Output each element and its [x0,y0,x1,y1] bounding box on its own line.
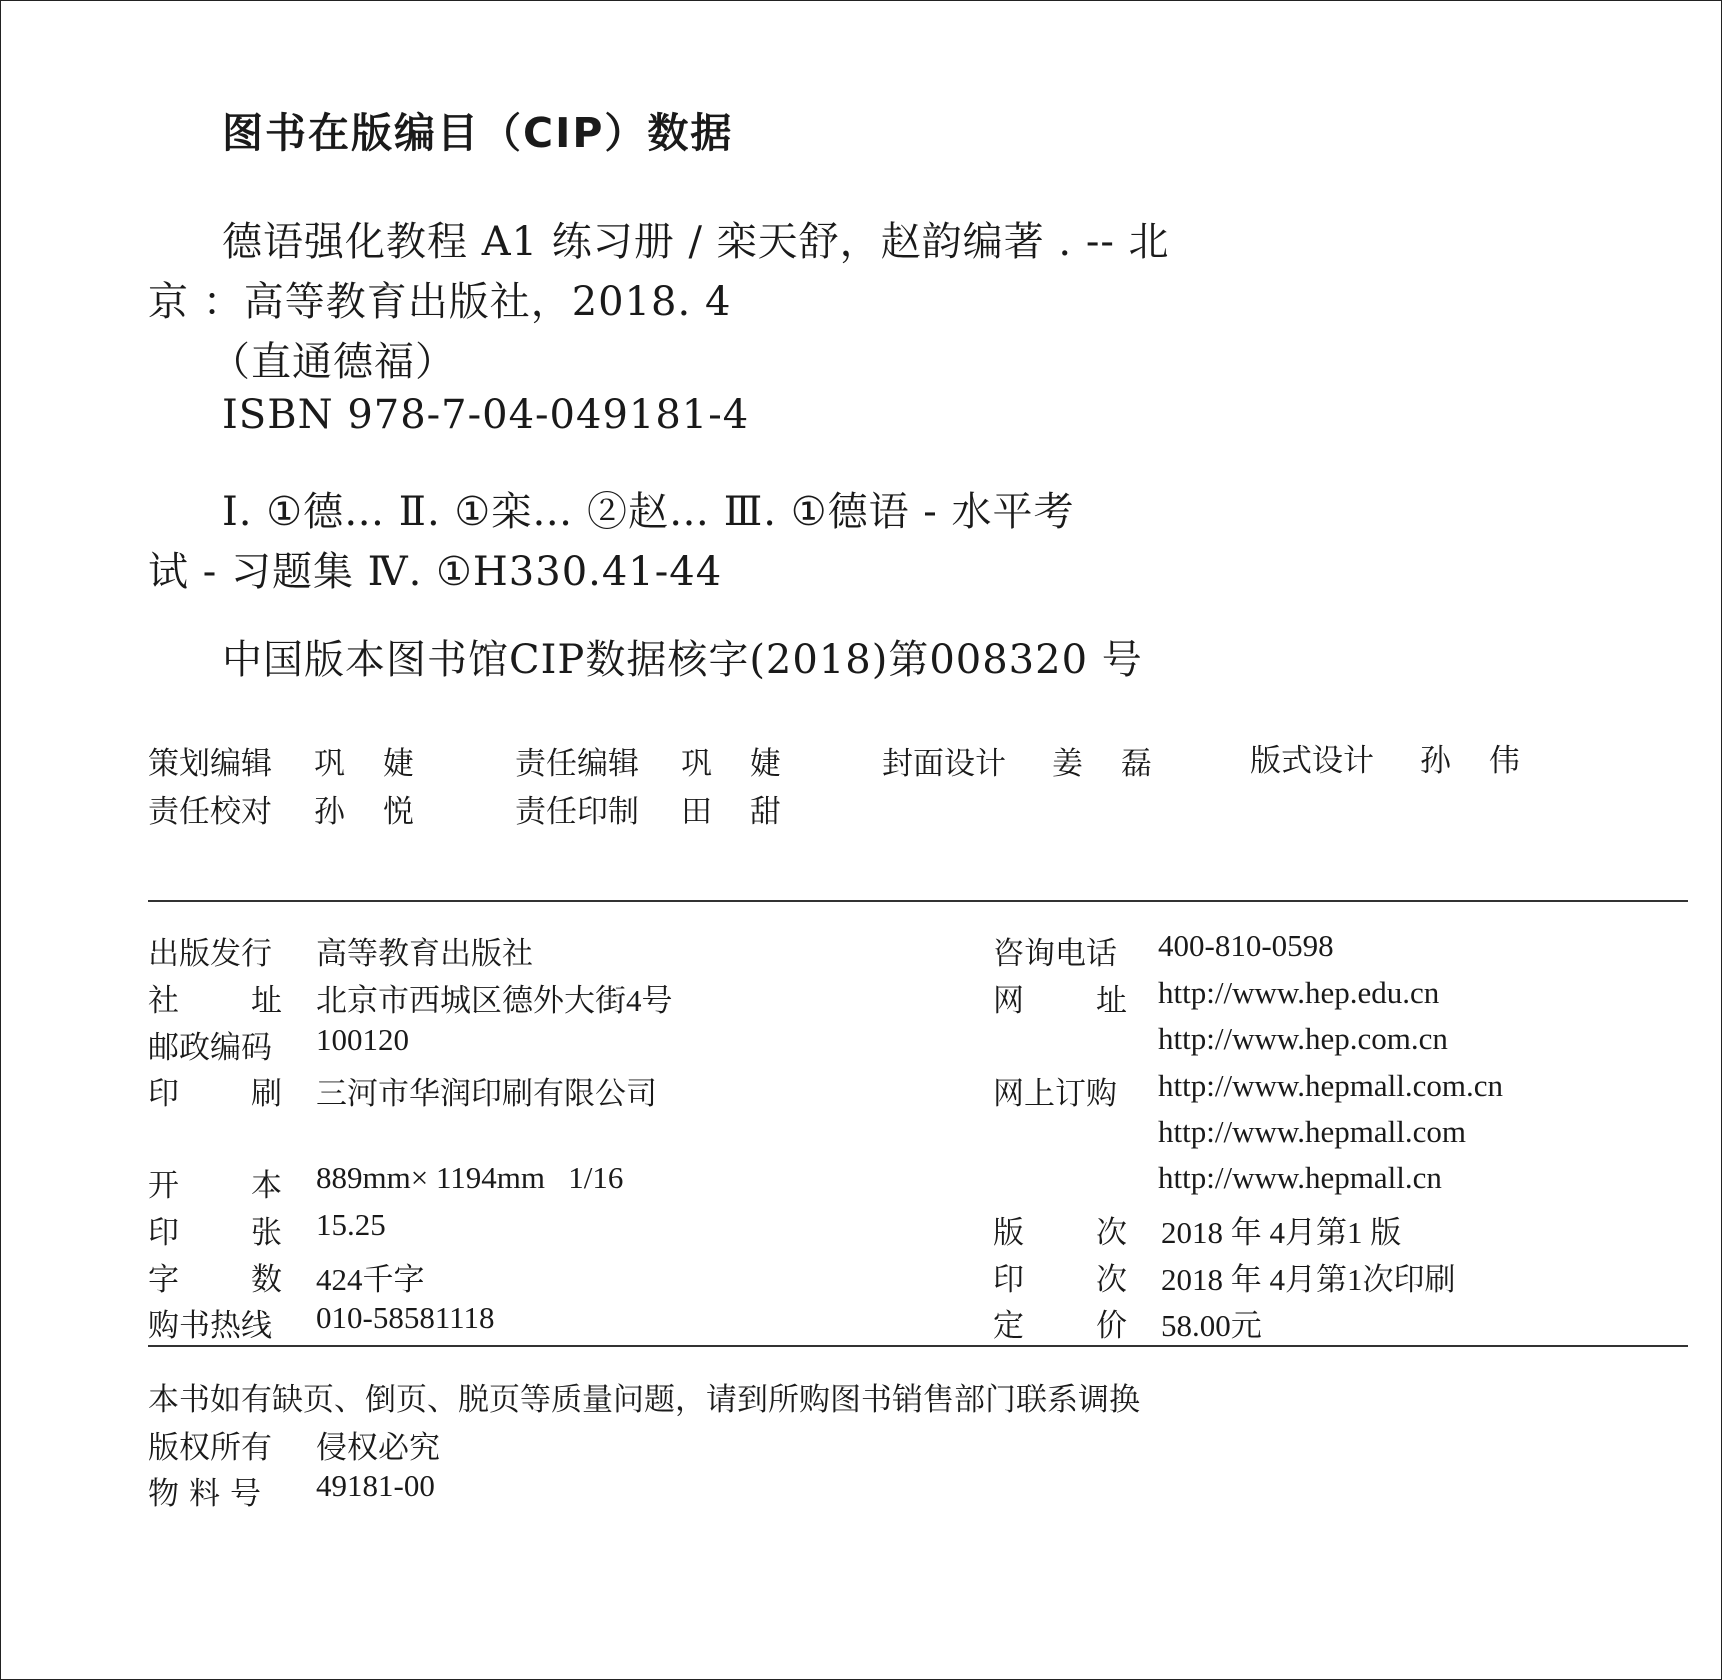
pub-value: 北京市西城区德外大街4号 [316,983,673,1018]
pub-value: 400-810-0598 [1158,928,1334,963]
copyright-label: 版权所有 [148,1430,272,1466]
pub-label: 网上订购 [993,1076,1117,1112]
staff-label: 责任编辑 [515,746,639,782]
cip-title: 图书在版编目（CIP）数据 [222,109,734,157]
pub-value: http://www.hep.com.cn [1158,1021,1448,1056]
pub-label: 出版发行 [148,936,272,972]
material-number-label: 物料号 [148,1476,271,1512]
pub-label: 印 张 [148,1215,282,1251]
pub-label: 咨询电话 [993,936,1117,972]
pub-value: 15.25 [316,1207,386,1242]
pub-label: 开 本 [148,1168,282,1204]
pub-value: 010-58581118 [316,1300,495,1335]
pub-label: 购书热线 [148,1308,272,1344]
staff-value: 孙 伟 [1420,743,1534,779]
pub-value: http://www.hep.edu.cn [1158,975,1440,1010]
pub-label: 定 价 [993,1308,1127,1344]
staff-value: 孙 悦 [314,794,428,830]
pub-value: 高等教育出版社 [316,936,533,971]
pub-value: 424千字 [316,1262,425,1297]
pub-value: 100120 [316,1022,409,1057]
pub-label: 印 刷 [148,1076,282,1112]
quality-notice: 本书如有缺页、倒页、脱页等质量问题，请到所购图书销售部门联系调换 [148,1382,1140,1418]
pub-value: 2018 年 4月第1 版 [1161,1215,1402,1250]
pub-label: 社 址 [148,983,282,1019]
cip-line-title-author: 德语强化教程 A1 练习册 / 栾天舒，赵韵编著 . -- 北 [222,219,1170,265]
pub-value: http://www.hepmall.com [1158,1114,1466,1149]
pub-label: 印 次 [993,1262,1127,1298]
staff-label: 责任校对 [148,794,272,830]
pub-label: 网 址 [993,983,1127,1019]
cip-line-series: （直通德福） [210,339,456,385]
cip-line-isbn: ISBN 978-7-04-049181-4 [222,392,750,438]
pub-value: 三河市华润印刷有限公司 [316,1076,657,1111]
pub-value: 58.00元 [1161,1308,1262,1343]
cip-line-record-number: 中国版本图书馆CIP数据核字(2018)第008320 号 [222,637,1143,683]
cip-line-classification-cont: 试 - 习题集 Ⅳ. ①H330.41-44 [148,549,723,595]
pub-label: 字 数 [148,1262,282,1298]
staff-label: 封面设计 [882,746,1006,782]
pub-value: 889mm× 1194mm 1/16 [316,1160,624,1195]
divider-top [148,900,1688,902]
pub-value: http://www.hepmall.com.cn [1158,1068,1503,1103]
divider-bottom [148,1345,1688,1347]
staff-label: 责任印制 [515,794,639,830]
staff-value: 巩 婕 [314,746,428,782]
pub-value: http://www.hepmall.cn [1158,1160,1442,1195]
pub-label: 版 次 [993,1215,1127,1251]
staff-label: 策划编辑 [148,746,272,782]
cip-line-publisher: 京 ：高等教育出版社，2018. 4 [148,279,732,325]
pub-value: 2018 年 4月第1次印刷 [1161,1262,1456,1297]
staff-label: 版式设计 [1250,743,1374,779]
pub-label: 邮政编码 [148,1030,272,1066]
material-number-value: 49181-00 [316,1468,435,1503]
staff-value: 巩 婕 [681,746,795,782]
copyright-value: 侵权必究 [316,1430,440,1466]
cip-line-classification: Ⅰ. ①德… Ⅱ. ①栾… ②赵… Ⅲ. ①德语 - 水平考 [222,489,1075,535]
staff-value: 田 甜 [681,794,795,830]
staff-value: 姜 磊 [1052,746,1166,782]
